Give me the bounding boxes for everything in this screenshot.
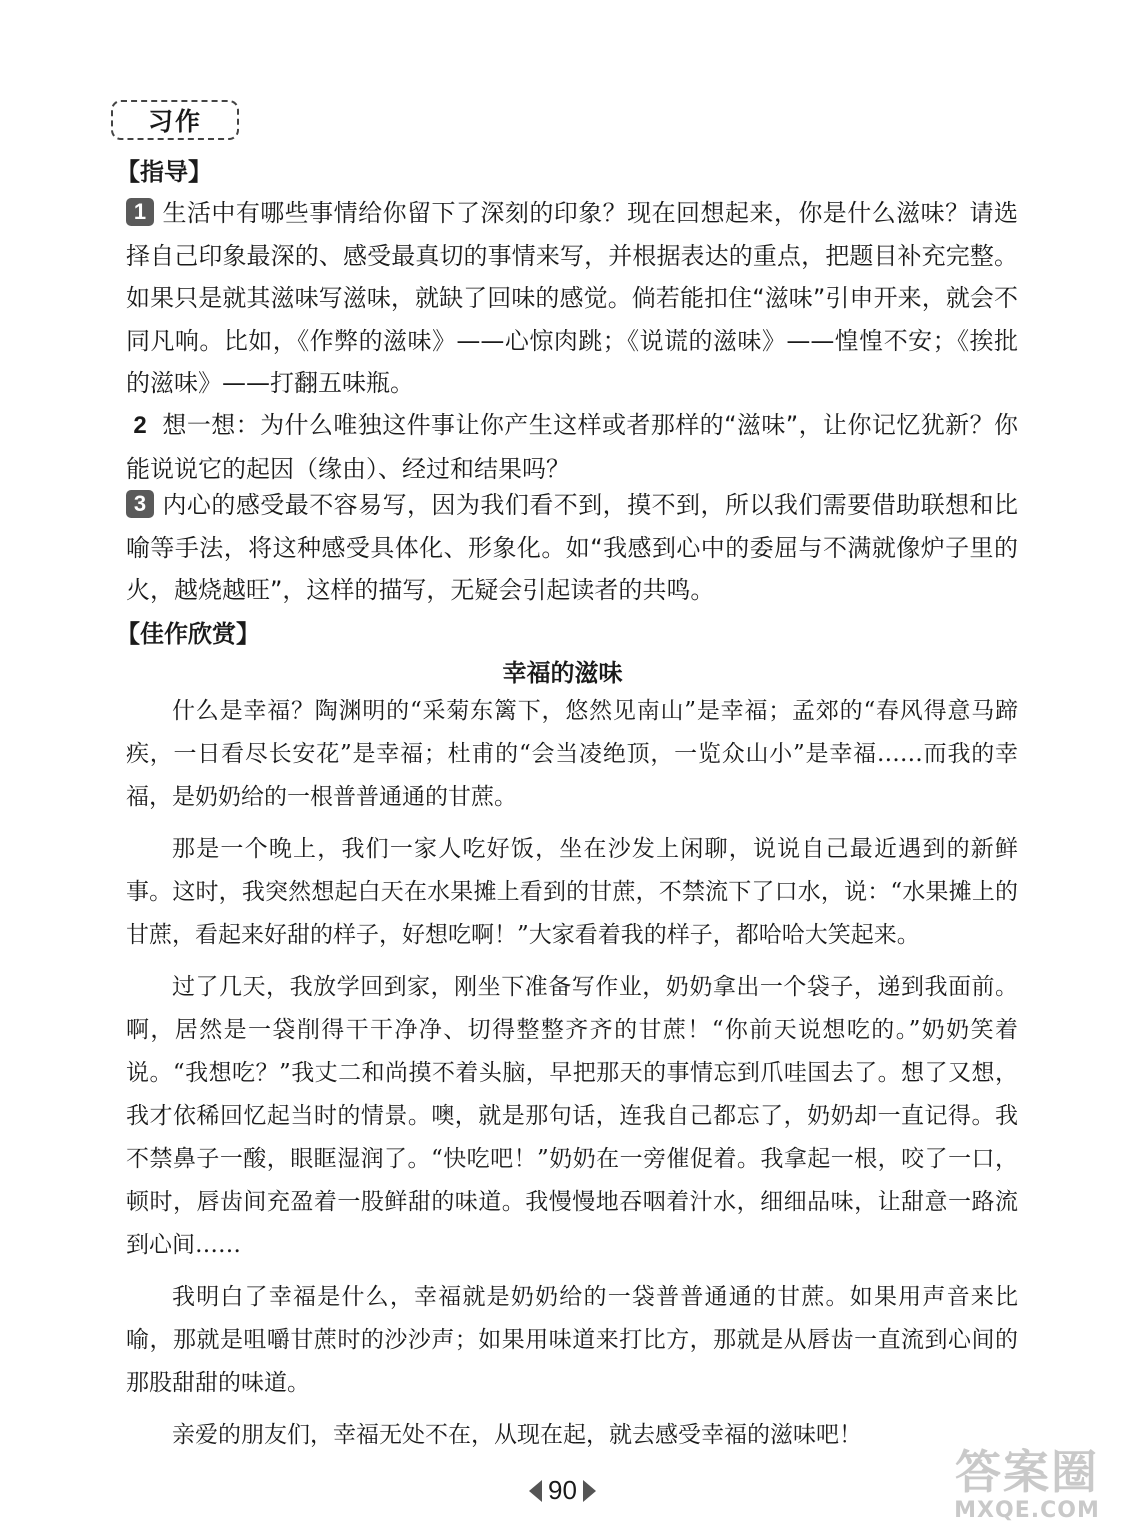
guide-item-text: 想一想：为什么唯独这件事让你产生这样或者那样的“滋味”，让你记忆犹新？你能说说它的起因（缘由）、经过和结果吗？ (126, 411, 1018, 483)
triangle-right-icon (583, 1480, 596, 1502)
number-label: 2 (133, 412, 147, 439)
page-number-text: 90 (548, 1475, 577, 1505)
guide-item-2 (126, 404, 1018, 490)
watermark-logo (937, 1446, 1117, 1526)
watermark-text: 答案圈 (955, 1445, 1099, 1499)
section-title: 习作 (111, 100, 239, 140)
triangle-left-icon (529, 1480, 542, 1502)
guide-item-3 (126, 484, 1018, 612)
guide-item-text: 内心的感受最不容易写，因为我们看不到，摸不到，所以我们需要借助联想和比喻等手法，将这种感受具体化、形象化。如“我感到心中的委屈与不满就像炉子里的火，越烧越旺”，这样的描写，无疑会引起读者的共鸣。 (126, 491, 1018, 604)
essay-paragraph: 那是一个晚上，我们一家人吃好饭，坐在沙发上闲聊，说说自己最近遇到的新鲜事。这时，我突然想起白天在水果摊上看到的甘蔗，不禁流下了口水，说：“水果摊上的甘蔗，看起来好甜的样子，好想吃啊！”大家看着我的样子，都哈哈大笑起来。 (126, 836, 1018, 948)
essay-paragraph: 什么是幸福？陶渊明的“采菊东篱下，悠然见南山”是幸福；孟郊的“春风得意马蹄疾，一日看尽长安花”是幸福；杜甫的“会当凌绝顶，一览众山小”是幸福……而我的幸福，是奶奶给的一根普普通通的甘蔗。 (126, 698, 1018, 810)
guide-item-1 (126, 192, 1018, 405)
essay-paragraph: 我明白了幸福是什么，幸福就是奶奶给的一袋普普通通的甘蔗。如果用声音来比喻，那就是咀嚼甘蔗时的沙沙声；如果用味道来打比方，那就是从唇齿一直流到心间的那股甜甜的味道。 (126, 1284, 1018, 1396)
essay-title: 幸福的滋味 (502, 659, 623, 687)
essay-paragraph: 亲爱的朋友们，幸福无处不在，从现在起，就去感受幸福的滋味吧！ (172, 1422, 862, 1448)
number-badge: 1 (126, 198, 154, 226)
number-badge: 3 (126, 490, 154, 518)
watermark-url: MXQE.COM (954, 1498, 1100, 1523)
guide-heading: 【指导】 (116, 158, 212, 186)
guide-item-text: 生活中有哪些事情给你留下了深刻的印象？现在回想起来，你是什么滋味？请选择自己印象最深的、感受最真切的事情来写，并根据表达的重点，把题目补充完整。如果只是就其滋味写滋味，就缺了回味的感觉。倘若能扣住“滋味”引申开来，就会不同凡响。比如，《作弊的滋味》——心惊肉跳；《说谎的滋味》——惶惶不安；《挨批的滋味》——打翻五味瓶。 (126, 199, 1018, 397)
essay-paragraph: 过了几天，我放学回到家，刚坐下准备写作业，奶奶拿出一个袋子，递到我面前。啊，居然是一袋削得干干净净、切得整整齐齐的甘蔗！“你前天说想吃的。”奶奶笑着说。“我想吃？”我丈二和尚摸不着头脑，早把那天的事情忘到爪哇国去了。想了又想，我才依稀回忆起当时的情景。噢，就是那句话，连我自己都忘了，奶奶却一直记得。我不禁鼻子一酸，眼眶湿润了。“快吃吧！”奶奶在一旁催促着。我拿起一根，咬了一口，顿时，唇齿间充盈着一股鲜甜的味道。我慢慢地吞咽着汁水，细细品味，让甜意一路流到心间…… (126, 974, 1018, 1258)
essay-body (126, 690, 1018, 1466)
appreciation-heading: 【佳作欣赏】 (116, 620, 260, 648)
